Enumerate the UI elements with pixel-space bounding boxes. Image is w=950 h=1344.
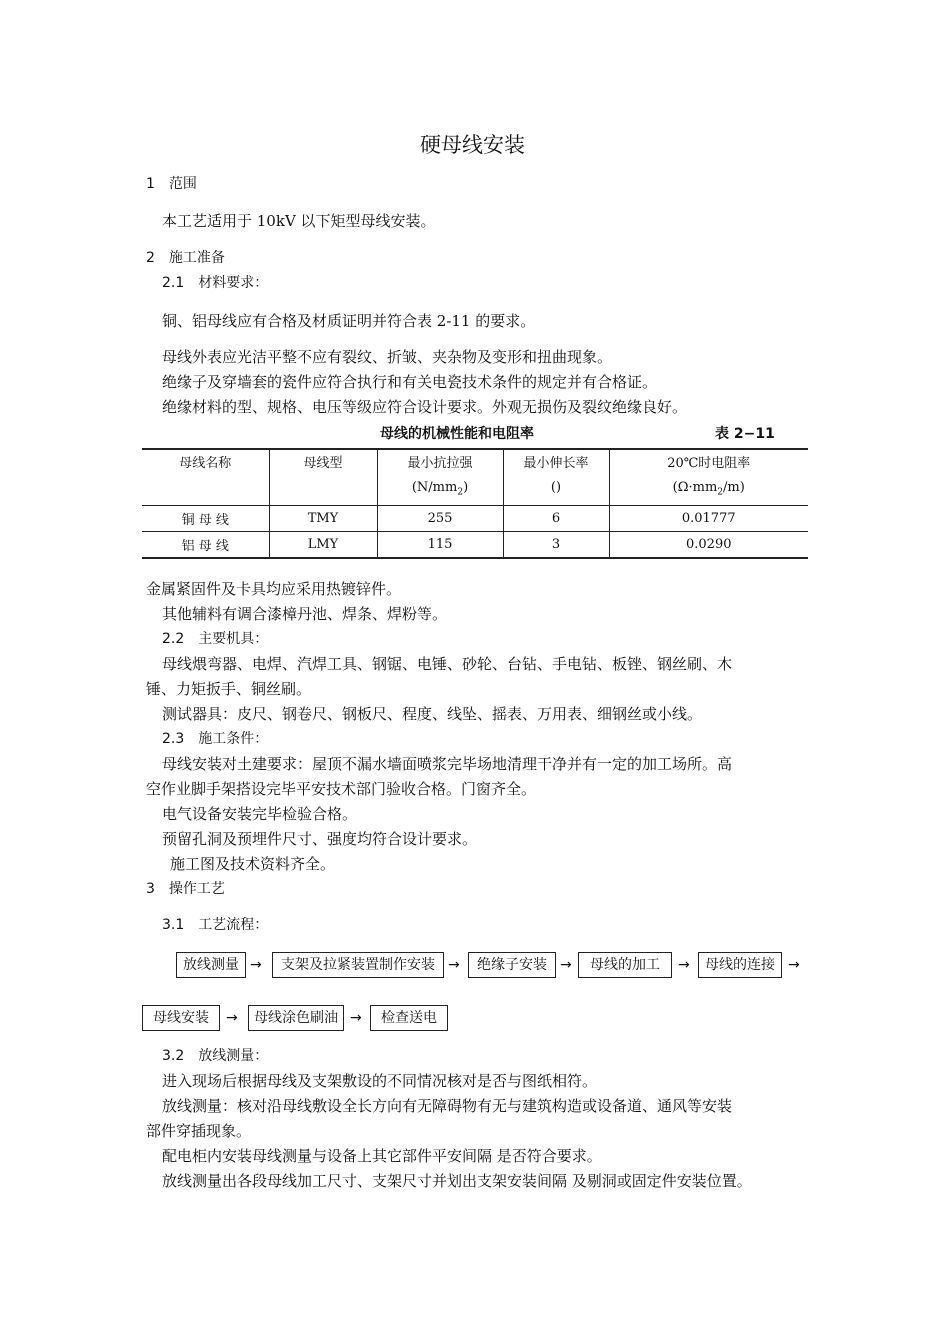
table-cell: 0.01777 — [609, 505, 808, 531]
table-cell: 115 — [377, 531, 503, 558]
paragraph: 绝缘子及穿墙套的瓷件应符合执行和有关电瓷技术条件的规定并有合格证。 — [162, 373, 658, 391]
table-cell: 255 — [377, 505, 503, 531]
table-cell: 铜 母 线 — [142, 505, 269, 531]
flow-step-box: 支架及拉紧装置制作安装 — [272, 952, 444, 978]
page-title: 硬母线安装 — [420, 133, 525, 157]
paragraph: 施工图及技术资料齐全。 — [170, 855, 336, 873]
table-cell: 6 — [503, 505, 609, 531]
paragraph: 母线安装对土建要求：屋顶不漏水墙面喷浆完毕场地清理干净并有一定的加工场所。高 — [162, 755, 733, 773]
flow-step-box: 检查送电 — [370, 1005, 448, 1031]
paragraph: 部件穿插现象。 — [146, 1122, 252, 1140]
paragraph: 铜、铝母线应有合格及材质证明并符合表 2-11 的要求。 — [162, 312, 536, 330]
paragraph: 测试器具：皮尺、钢卷尺、钢板尺、程度、线坠、摇表、万用表、细钢丝或小线。 — [162, 705, 703, 723]
flow-step-box: 母线的加工 — [578, 952, 672, 978]
header-cell: 母线型 — [269, 449, 377, 505]
flow-arrow: → — [226, 1010, 238, 1026]
section-2-heading: 2 施工准备 — [146, 250, 225, 266]
section-1-heading: 1 范围 — [146, 176, 197, 192]
paragraph: 母线煨弯器、电焊、汽焊工具、钢锯、电锤、砂轮、台钻、手电钻、板锉、钢丝刷、木 — [162, 655, 733, 673]
paragraph: 放线测量：核对沿母线敷设全长方向有无障碍物有无与建筑构造或设备道、通风等安装 — [162, 1097, 733, 1115]
paragraph: 其他辅料有调合漆樟丹池、焊条、焊粉等。 — [162, 605, 448, 623]
table-cell: 铝 母 线 — [142, 531, 269, 558]
flow-step-box: 放线测量 — [176, 952, 246, 978]
header-cell: 母线名称 — [142, 449, 269, 505]
flow-arrow: → — [448, 957, 460, 973]
paragraph: 预留孔洞及预埋件尺寸、强度均符合设计要求。 — [162, 830, 478, 848]
paragraph: 配电柜内安装母线测量与设备上其它部件平安间隔 是否符合要求。 — [162, 1147, 602, 1165]
paragraph: 锤、力矩扳手、铜丝刷。 — [146, 680, 312, 698]
paragraph: 绝缘材料的型、规格、电压等级应符合设计要求。外观无损伤及裂纹绝缘良好。 — [162, 398, 688, 416]
header-cell: 20℃时电阻率 $(\Omega\cdot mm_2/m)$ — [609, 449, 808, 505]
table-number: 表 2−11 — [715, 426, 775, 442]
flow-step-box: 母线安装 — [142, 1005, 220, 1031]
paragraph: 金属紧固件及卡具均应采用热镀锌件。 — [146, 580, 402, 598]
flow-arrow: → — [788, 957, 800, 973]
paragraph: 进入现场后根据母线及支架敷设的不同情况核对是否与图纸相符。 — [162, 1072, 598, 1090]
header-cell: 最小抗拉强 $(N/mm_2)$ — [377, 449, 503, 505]
table-row — [142, 505, 808, 531]
table-cell: LMY — [269, 531, 377, 558]
paragraph: 本工艺适用于 10kV 以下矩型母线安装。 — [162, 212, 436, 230]
flow-step-box: 母线的连接 — [698, 952, 782, 978]
table-cell: TMY — [269, 505, 377, 531]
paragraph: 母线外表应光洁平整不应有裂纹、折皱、夹杂物及变形和扭曲现象。 — [162, 348, 613, 366]
flow-arrow: → — [678, 957, 690, 973]
paragraph: 电气设备安装完毕检验合格。 — [162, 805, 358, 823]
header-cell: 最小伸长率 () — [503, 449, 609, 505]
table-row — [142, 531, 808, 558]
subsection-2-3: 2.3 施工条件： — [162, 731, 269, 747]
table-caption: 母线的机械性能和电阻率 — [380, 426, 534, 442]
subsection-2-1: 2.1 材料要求： — [162, 275, 269, 291]
section-3-heading: 3 操作工艺 — [146, 881, 225, 897]
table-header-row — [142, 449, 808, 505]
flow-step-box: 绝缘子安装 — [468, 952, 556, 978]
paragraph: 放线测量出各段母线加工尺寸、支架尺寸并划出支架安装间隔 及剔洞或固定件安装位置。 — [162, 1172, 752, 1190]
table-cell: 0.0290 — [609, 531, 808, 558]
paragraph: 空作业脚手架搭设完毕平安技术部门验收合格。门窗齐全。 — [146, 780, 537, 798]
flow-step-box: 母线涂色刷油 — [248, 1005, 344, 1031]
subsection-3-2: 3.2 放线测量： — [162, 1048, 269, 1064]
flow-arrow: → — [560, 957, 572, 973]
flow-arrow: → — [250, 957, 262, 973]
subsection-3-1: 3.1 工艺流程： — [162, 917, 269, 933]
busbar-properties-table — [142, 448, 808, 559]
table-cell: 3 — [503, 531, 609, 558]
subsection-2-2: 2.2 主要机具： — [162, 631, 269, 647]
flow-arrow: → — [350, 1010, 362, 1026]
